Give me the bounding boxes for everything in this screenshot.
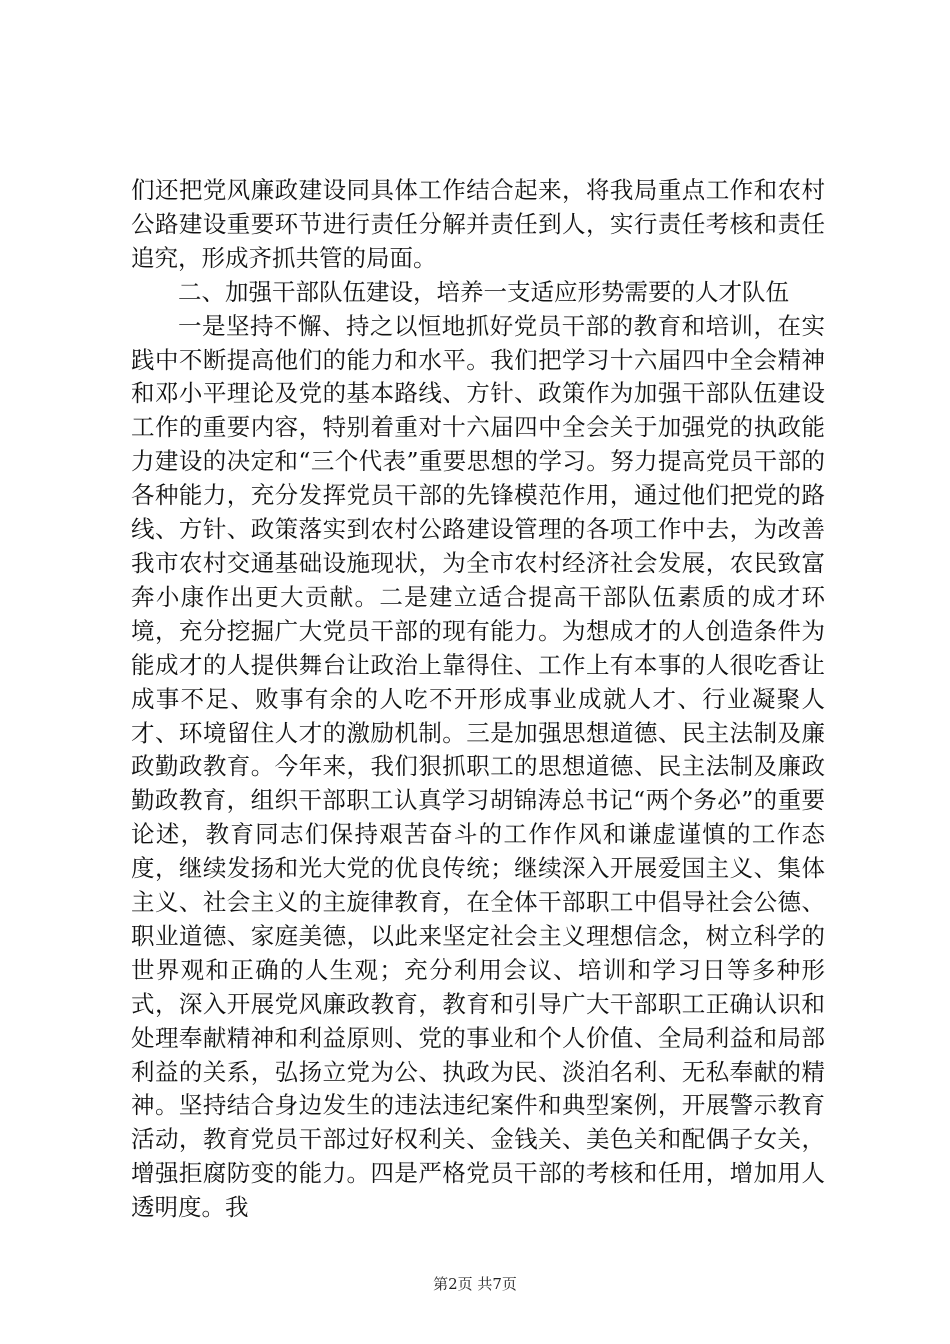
section-heading: 二、加强干部队伍建设，培养一支适应形势需要的人才队伍 (178, 277, 789, 306)
paragraph-body: 一是坚持不懈、持之以恒地抓好党员干部的教育和培训，在实践中不断提高他们的能力和水平。我们把学习十六届四中全会精神和邓小平理论及党的基本路线、方针、政策作为加强干部队伍建设工作的重要内容，特别着重对十六届四中全会关于加强党的执政能力建设的决定和“三个代表”重要思想的学习。努力提高党员干部的各种能力，充分发挥党员干部的先锋模范作用，通过他们把党的路线、方针、政策落实到农村公路建设管理的各项工作中去，为改善我市农村交通基础设施现状，为全市农村经济社会发展，农民致富奔小康作出更大贡献。二是建立适合提高干部队伍素质的成才环境，充分挖掘广大党员干部的现有能力。为想成才的人创造条件为能成才的人提供舞台让政治上靠得住、工作上有本事的人很吃香让成事不足、败事有余的人吃不开形成事业成就人才、行业凝聚人才、环境留住人才的激励机制。三是加强思想道德、民主法制及廉政勤政教育。今年来，我们狠抓职工的思想道德、民主法制及廉政勤政教育，组织干部职工认真学习胡锦涛总书记“两个务必”的重要论述，教育同志们保持艰苦奋斗的工作作风和谦虚谨慎的工作态度，继续发扬和光大党的优良传统；继续深入开展爱国主义、集体主义、社会主义的主旋律教育，在全体干部职工中倡导社会公德、职业道德、家庭美德，以此来坚定社会主义理想信念，树立科学的世界观和正确的人生观；充分利用会议、培训和学习日等多种形式，深入开展党风廉政教育，教育和引导广大干部职工正确认识和处理奉献精神和利益原则、党的事业和个人价值、全局利益和局部利益的关系，弘扬立党为公、执政为民、淡泊名利、无私奉献的精神。坚持结合身边发生的违法违纪案件和典型案例，开展警示教育活动，教育党员干部过好权利关、金钱关、美色关和配偶子女关，增强拒腐防变的能力。四是严格党员干部的考核和任用，增加用人透明度。我 (131, 311, 825, 1222)
document-body (131, 174, 825, 1225)
page-number-footer: 第2页 共7页 (433, 1275, 517, 1293)
paragraph-continuation: 们还把党风廉政建设同具体工作结合起来，将我局重点工作和农村公路建设重要环节进行责任分解并责任到人，实行责任考核和责任追究，形成齐抓共管的局面。 (131, 176, 825, 272)
